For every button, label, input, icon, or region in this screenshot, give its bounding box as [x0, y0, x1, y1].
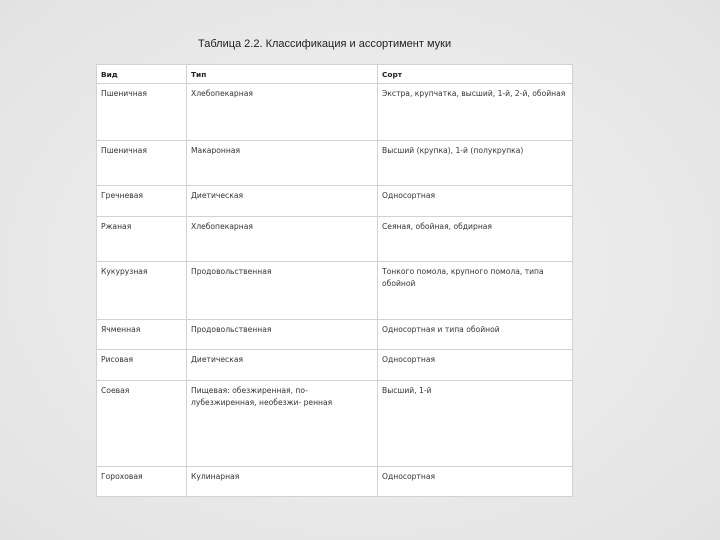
table-row [97, 84, 573, 141]
flour-classification-table [96, 64, 573, 497]
table-row [97, 217, 573, 262]
table-caption: Таблица 2.2. Классификация и ассортимент муки [198, 38, 452, 50]
cell-sort: Сеяная, обойная, обдирная [378, 217, 573, 262]
cell-tip: Продовольственная [187, 320, 378, 350]
cell-tip: Кулинарная [187, 467, 378, 497]
cell-vid: Рисовая [97, 350, 187, 381]
table-row [97, 141, 573, 186]
table-row [97, 350, 573, 381]
cell-sort: Односортная и типа обойной [378, 320, 573, 350]
cell-vid: Пшеничная [97, 141, 187, 186]
cell-sort: Односортная [378, 467, 573, 497]
cell-vid: Кукурузная [97, 262, 187, 320]
cell-tip: Макаронная [187, 141, 378, 186]
cell-sort: Экстра, крупчатка, высший, 1-й, 2-й, обойная [378, 84, 573, 141]
header-cell-vid: Вид [97, 65, 187, 84]
cell-tip: Диетическая [187, 186, 378, 217]
cell-vid: Ячменная [97, 320, 187, 350]
header-cell-tip: Тип [187, 65, 378, 84]
cell-vid: Гречневая [97, 186, 187, 217]
header-cell-sort: Сорт [378, 65, 573, 84]
cell-sort: Тонкого помола, крупного помола, типа обойной [378, 262, 573, 320]
cell-vid: Гороховая [97, 467, 187, 497]
cell-tip: Хлебопекарная [187, 84, 378, 141]
table-row [97, 381, 573, 467]
cell-vid: Пшеничная [97, 84, 187, 141]
cell-sort: Высший, 1-й [378, 381, 573, 467]
cell-sort: Высший (крупка), 1-й (полукрупка) [378, 141, 573, 186]
cell-tip: Пищевая: обезжиренная, по- лубезжиренная, необезжи- ренная [187, 381, 378, 467]
cell-sort: Односортная [378, 186, 573, 217]
table-row [97, 320, 573, 350]
cell-tip: Диетическая [187, 350, 378, 381]
cell-tip: Хлебопекарная [187, 217, 378, 262]
table-header-row [97, 65, 573, 84]
table-row [97, 186, 573, 217]
table-row [97, 467, 573, 497]
table-row [97, 262, 573, 320]
cell-sort: Односортная [378, 350, 573, 381]
cell-vid: Соевая [97, 381, 187, 467]
cell-tip: Продовольственная [187, 262, 378, 320]
cell-vid: Ржаная [97, 217, 187, 262]
